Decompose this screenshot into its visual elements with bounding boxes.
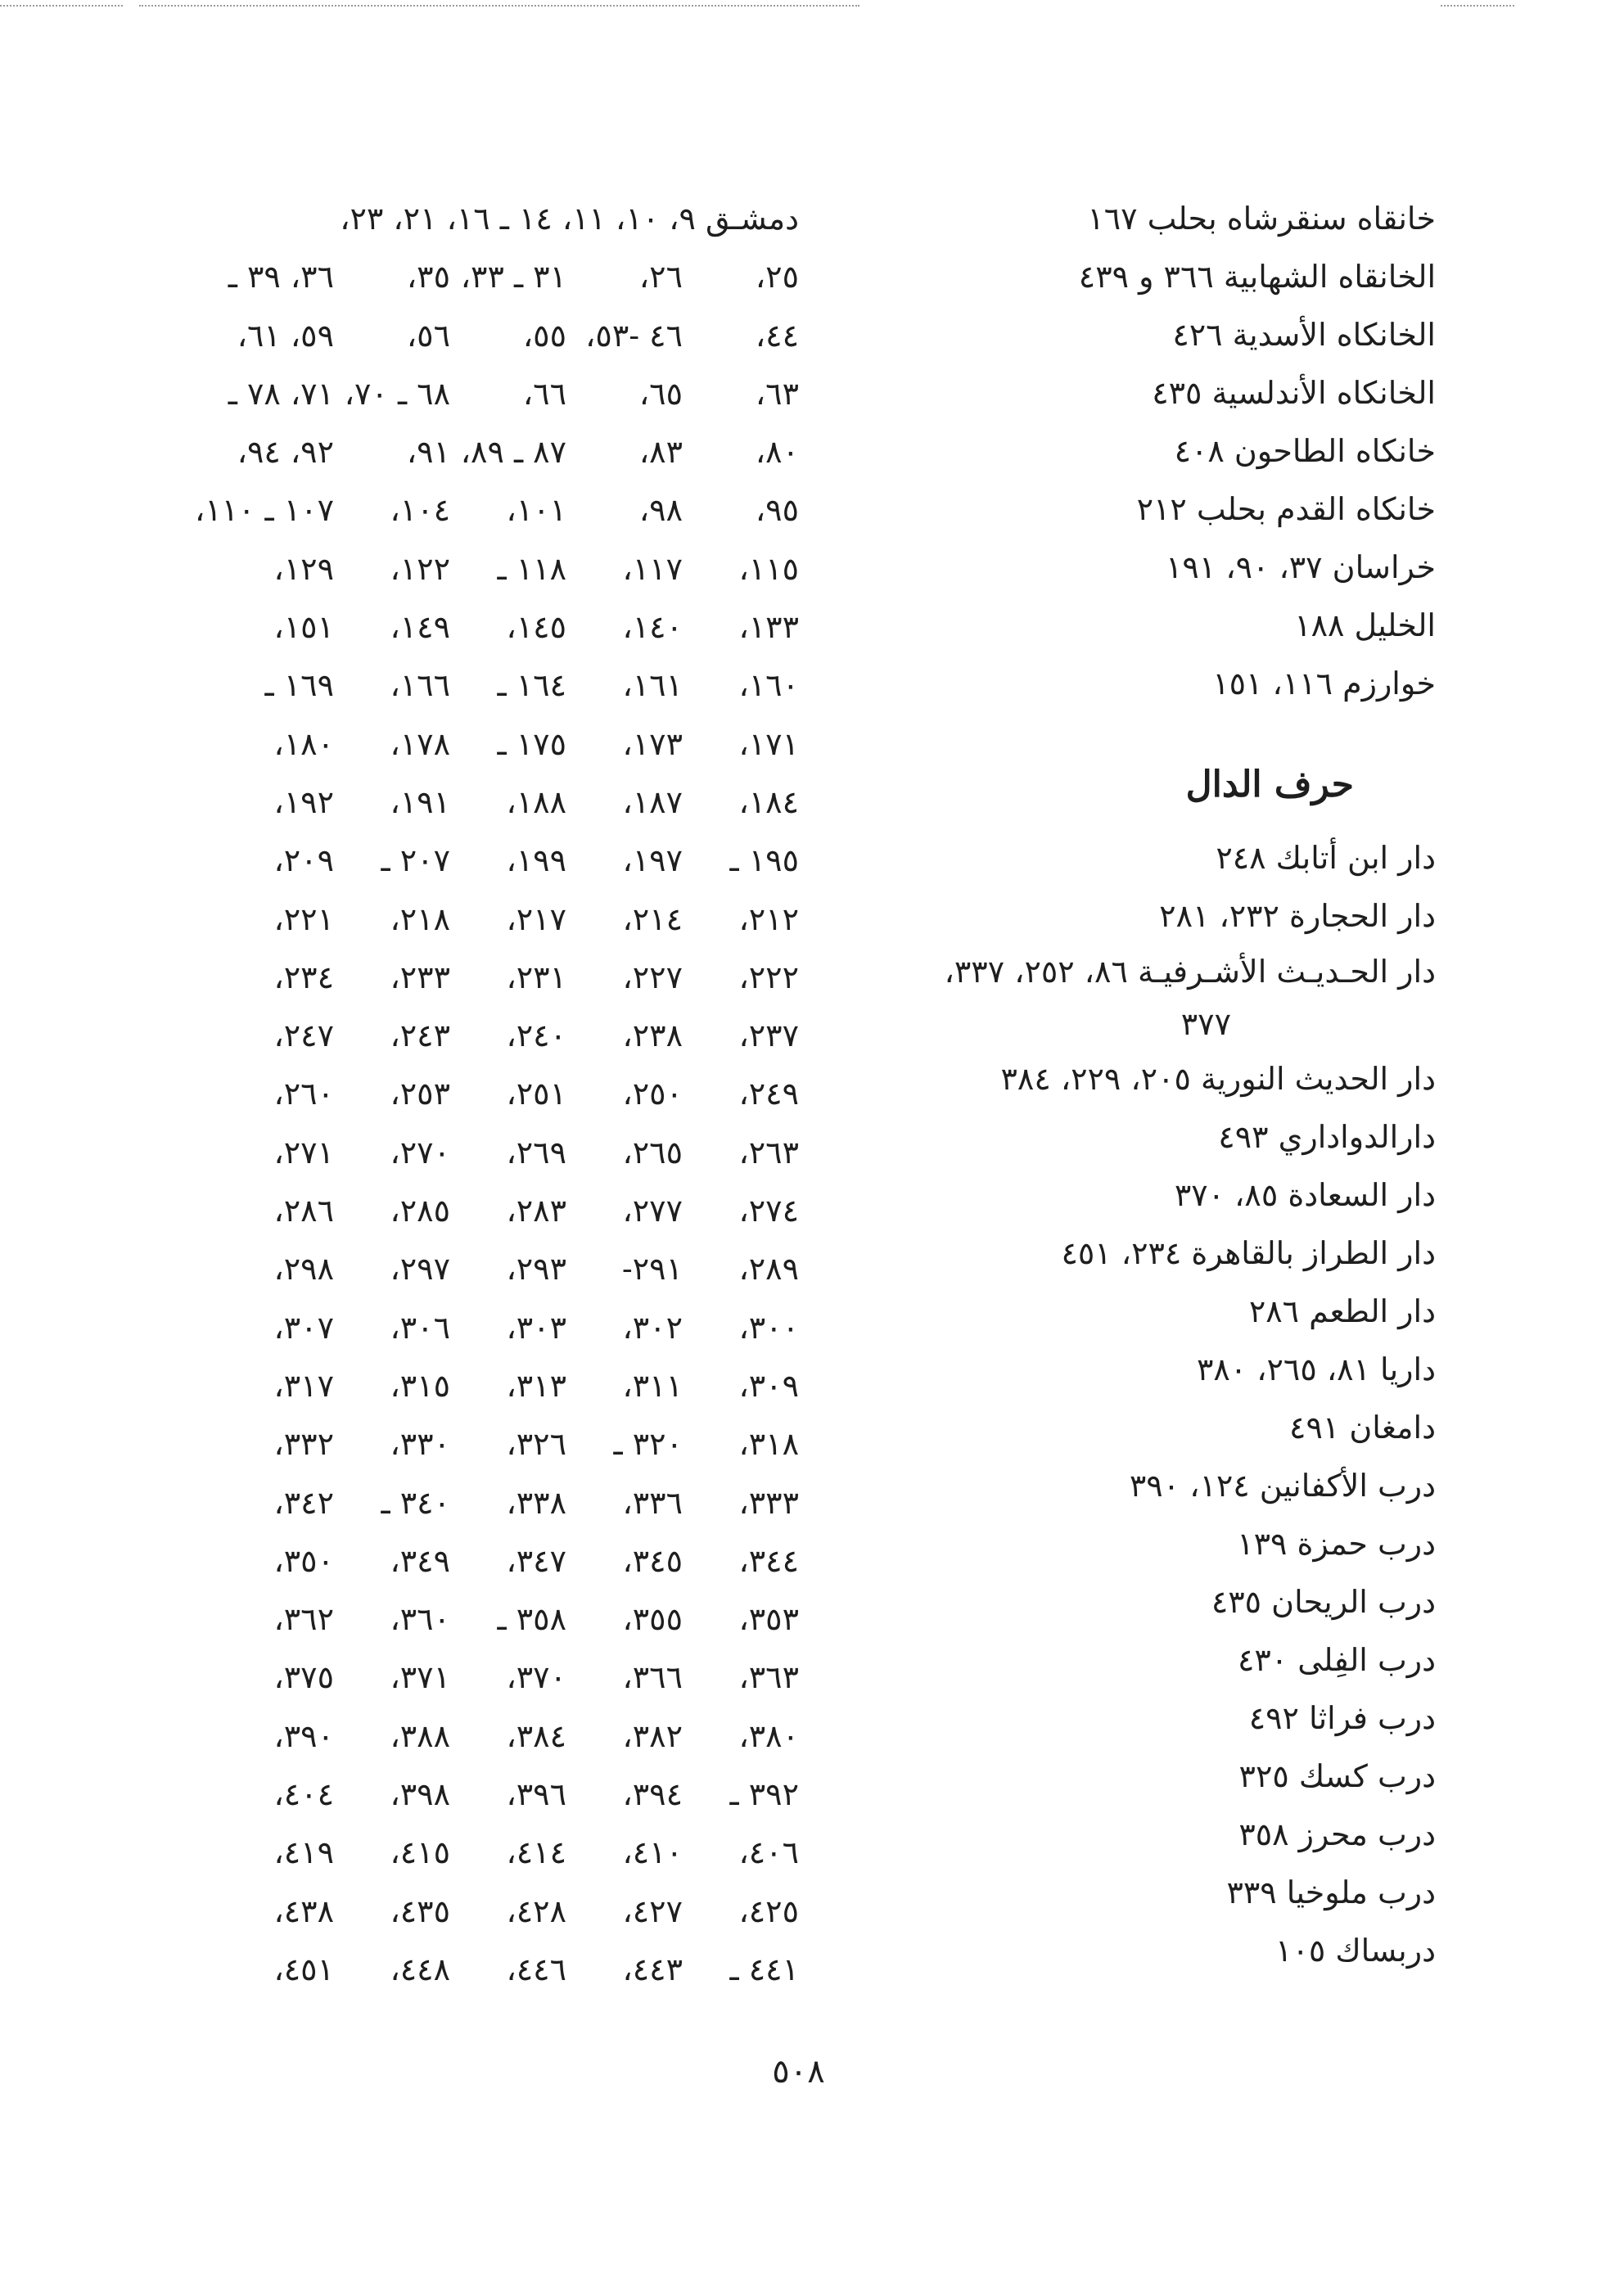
page-ref-row (177, 1824, 799, 1882)
index-entry: درب فراثا ٤٩٢ (1248, 1700, 1436, 1736)
page-ref-cell: ٢٨٦، (273, 1193, 334, 1229)
page-ref-cell: ٢٤٩، (738, 1076, 799, 1112)
page-ref-cell: ٤٢٧، (622, 1892, 683, 1929)
page-ref-cell: ٨٣، (638, 434, 683, 471)
page-ref-cell: ٣٣٠، (390, 1426, 450, 1463)
page-ref-cell: ٣٦٦، (622, 1659, 683, 1696)
page-ref-cell: ٣١ ـ ٣٣، (460, 259, 566, 295)
page-ref-cell: ٣٥٠، (273, 1542, 334, 1579)
index-entry: الخانكاه الأندلسية ٤٣٥ (1152, 375, 1436, 411)
page-ref-cell: ٦٦، (522, 375, 566, 412)
page-ref-cell: ٤٣٥، (390, 1892, 450, 1929)
page-ref-cell: ٢٢٢، (738, 959, 799, 995)
page-ref-cell: ٣٧١، (390, 1659, 450, 1696)
page-ref-cell: ٣٣٢، (273, 1426, 334, 1463)
page-ref-cell: ٦٣، (755, 375, 799, 412)
index-entry: درب حمزة ١٣٩ (1237, 1526, 1436, 1562)
page-ref-cell: ٤١٤، (506, 1834, 566, 1871)
page-ref-cell: ٣٥، (406, 259, 450, 295)
page-ref-row (177, 1299, 799, 1357)
index-entry: دامغان ٤٩١ (1289, 1410, 1436, 1446)
page-ref-cell: ٤٤١ ـ (729, 1951, 799, 1987)
page-ref-row (177, 1415, 799, 1473)
page-ref-cell: ٤٢٨، (506, 1892, 566, 1929)
index-entry: دار الطراز بالقاهرة ٢٣٤، ٤٥١ (1061, 1235, 1436, 1271)
page-ref-cell: ٢١٧، (506, 900, 566, 937)
page-ref-cell: ٢٤٠، (506, 1017, 566, 1054)
page-ref-cell: ٢٤٧، (273, 1017, 334, 1054)
page-ref-cell: ٥٦، (406, 317, 450, 354)
page-ref-row (177, 307, 799, 365)
page-ref-row (177, 423, 799, 481)
page-ref-cell: ٣١٨، (738, 1426, 799, 1463)
page-ref-cell: ٣٤٩، (390, 1542, 450, 1579)
page-ref-cell: ٢٣٤، (273, 959, 334, 995)
index-entry: خانكاه الطاحون ٤٠٨ (1174, 433, 1436, 469)
index-entry: دار الطعم ٢٨٦ (1248, 1293, 1436, 1329)
page-ref-cell: ٢٣١، (506, 959, 566, 995)
index-entry: درب الريحان ٤٣٥ (1211, 1584, 1436, 1620)
top-scan-rule-right (1441, 5, 1514, 7)
page-ref-cell: ٢٨٣، (506, 1193, 566, 1229)
page-ref-cell: ٢٧٧، (622, 1193, 683, 1229)
page-ref-cell: ٣٦٠، (390, 1601, 450, 1638)
page-ref-cell: ١٠١، (506, 492, 566, 529)
page-ref-row (177, 949, 799, 1007)
page-ref-cell: ٢٣٨، (622, 1017, 683, 1054)
page-ref-cell: ٢١٨، (390, 900, 450, 937)
page-ref-cell: ٣٤٠ ـ (381, 1484, 450, 1521)
page-ref-cell: ١٢٢، (390, 550, 450, 587)
page-ref-cell: ٢٨٥، (390, 1193, 450, 1229)
entries-top-list (781, 190, 1436, 713)
page-ref-cell: ٣٦٢، (273, 1601, 334, 1638)
page-ref-cell: ٢٦٠، (273, 1076, 334, 1112)
page-ref-cell: ٣٤٤، (738, 1542, 799, 1579)
page-ref-cell: ١٦٠، (738, 667, 799, 704)
page-ref-cell: ١٨٤، (738, 783, 799, 820)
page-ref-cell: ٢٦٥، (622, 1134, 683, 1171)
page-ref-cell: ٣١١، (622, 1367, 683, 1404)
page-ref-cell: ٣٥٣، (738, 1601, 799, 1638)
page-ref-cell: ٣٦، ٣٩ ـ (228, 259, 334, 295)
page-ref-cell: ٧١، ٧٨ ـ (228, 375, 334, 412)
page-ref-cell: ٣٨٠، (738, 1717, 799, 1754)
page-ref-cell: ٢٩٧، (390, 1251, 450, 1288)
page-ref-row (177, 1941, 799, 1999)
page-ref-cell: ٣٠٩، (738, 1367, 799, 1404)
page-ref-cell: ١١٧، (622, 550, 683, 587)
page-ref-cell: ٤٤٣، (622, 1951, 683, 1987)
page-ref-cell: ٣٤٢، (273, 1484, 334, 1521)
index-entry: الخانقاه الشهابية ٣٦٦ و ٤٣٩ (1078, 259, 1436, 295)
page-ref-cell: ٨٧ ـ ٨٩، (460, 434, 566, 471)
page-ref-row (177, 1649, 799, 1707)
damascus-entry-first-line: دمشـق ٩، ١٠، ١١، ١٤ ـ ١٦، ٢١، ٢٣، (340, 201, 799, 237)
section-heading-dal: حرف الدال (1185, 764, 1354, 805)
page-ref-cell: ١٨٠، (273, 725, 334, 762)
page-ref-cell: ٣٦٣، (738, 1659, 799, 1696)
page-ref-cell: ٣١٥، (390, 1367, 450, 1404)
page-ref-cell: ١٤٥، (506, 609, 566, 646)
page-ref-row (177, 1065, 799, 1123)
page-ref-cell: ١١٨ ـ (497, 550, 566, 587)
page-ref-cell: ٢٤٣، (390, 1017, 450, 1054)
page-ref-row (177, 365, 799, 423)
index-entry: دارالدواداري ٤٩٣ (1218, 1119, 1436, 1155)
page-ref-cell: ٣٤٧، (506, 1542, 566, 1579)
page-ref-cell: ٣٠٦، (390, 1309, 450, 1346)
page-ref-row (177, 248, 799, 306)
page-ref-row (177, 715, 799, 774)
page-ref-cell: ٢٢٧، (622, 959, 683, 995)
index-entry: الخليل ١٨٨ (1294, 607, 1436, 643)
page-ref-cell: ٢٩١- (621, 1251, 683, 1288)
page-ref-cell: ٣٩٤، (622, 1776, 683, 1813)
page-ref-cell: ٤٢٥، (738, 1892, 799, 1929)
page-ref-cell: ٢٥٠، (622, 1076, 683, 1112)
page-ref-cell: ٦٥، (638, 375, 683, 412)
page-ref-row (177, 1532, 799, 1590)
page-ref-cell: ١٥١، (273, 609, 334, 646)
page-ref-row (177, 1240, 799, 1298)
page-ref-row (177, 1766, 799, 1824)
page-ref-cell: ٢١٢، (738, 900, 799, 937)
page-ref-cell: ١٠٧ ـ ١١٠، (194, 492, 334, 529)
page-ref-row (177, 481, 799, 539)
page-ref-cell: ٤٠٤، (273, 1776, 334, 1813)
page-ref-cell: ٢٠٧ ـ (381, 842, 450, 879)
page-ref-cell: ٢٦٩، (506, 1134, 566, 1171)
entries-bottom-list (781, 829, 1436, 1980)
page-ref-cell: ٣٩٢ ـ (729, 1776, 799, 1813)
index-entry: درب الأكفانين ١٢٤، ٣٩٠ (1129, 1468, 1436, 1504)
page-ref-cell: ٣٧٠، (506, 1659, 566, 1696)
page-ref-cell: ٤٣٨، (273, 1892, 334, 1929)
damascus-page-grid (177, 248, 799, 1999)
page-ref-cell: ٤٤٨، (390, 1951, 450, 1987)
page-ref-row (177, 656, 799, 715)
page-ref-row (177, 1474, 799, 1532)
index-entry: دربساك ١٠٥ (1275, 1933, 1436, 1969)
page-ref-row (177, 540, 799, 598)
page-ref-cell: ٢٧٤، (738, 1193, 799, 1229)
page-ref-cell: ٢٥١، (506, 1076, 566, 1112)
page-ref-cell: ٣٠٢، (622, 1309, 683, 1346)
page-ref-cell: ٢٦، (638, 259, 683, 295)
page-ref-cell: ٤٠٦، (738, 1834, 799, 1871)
page-ref-cell: ١٩٩، (506, 842, 566, 879)
page-ref-cell: ١٨٧، (622, 783, 683, 820)
page-ref-cell: ٣٩٦، (506, 1776, 566, 1813)
page-ref-cell: ٤١٥، (390, 1834, 450, 1871)
page-ref-cell: ٤١٠، (622, 1834, 683, 1871)
index-entry: خانكاه القدم بحلب ٢١٢ (1136, 491, 1436, 527)
page-ref-cell: ٩٨، (638, 492, 683, 529)
page-ref-cell: ١٩٥ ـ (729, 842, 799, 879)
page-ref-cell: ٤٦ -٥٣، (585, 317, 683, 354)
right-index-column (781, 190, 1436, 1980)
page-ref-row (177, 1883, 799, 1941)
page-ref-cell: ٥٩، ٦١، (237, 317, 334, 354)
page-ref-row (177, 774, 799, 832)
page-ref-row (177, 1124, 799, 1182)
page-ref-row (177, 1707, 799, 1766)
page-ref-row (177, 1590, 799, 1649)
page-ref-cell: ٣٨٤، (506, 1717, 566, 1754)
page-ref-cell: ٢٨٩، (738, 1251, 799, 1288)
page-ref-cell: ١٨٨، (506, 783, 566, 820)
page-ref-cell: ٢٣٣، (390, 959, 450, 995)
page-ref-cell: ٣٤٥، (622, 1542, 683, 1579)
page-ref-cell: ١٩٧، (622, 842, 683, 879)
page-ref-cell: ٣٢٦، (506, 1426, 566, 1463)
page-ref-cell: ٢٥، (755, 259, 799, 295)
page-ref-cell: ٤٤، (755, 317, 799, 354)
page-ref-cell: ٢٧١، (273, 1134, 334, 1171)
page-ref-cell: ٢٣٧، (738, 1017, 799, 1054)
page-ref-cell: ٣٥٨ ـ (497, 1601, 566, 1638)
page-ref-cell: ٨٠، (755, 434, 799, 471)
page-ref-cell: ٢٧٠، (390, 1134, 450, 1171)
page-ref-cell: ٢٩٣، (506, 1251, 566, 1288)
page-ref-cell: ١٣٣، (738, 609, 799, 646)
page-ref-cell: ٩١، (406, 434, 450, 471)
index-entry: دار الحديث النورية ٢٠٥، ٢٢٩، ٣٨٤ (1000, 1061, 1436, 1097)
page-ref-cell: ٣٣٣، (738, 1484, 799, 1521)
page-ref-cell: ٣٧٥، (273, 1659, 334, 1696)
page-ref-cell: ١٩١، (390, 783, 450, 820)
page-ref-cell: ٤٥١، (273, 1951, 334, 1987)
page-ref-cell: ١٦٩ ـ (264, 667, 334, 704)
index-entry: داريا ٨١، ٢٦٥، ٣٨٠ (1196, 1351, 1436, 1387)
page-ref-cell: ٣١٧، (273, 1367, 334, 1404)
page-ref-cell: ١٤٩، (390, 609, 450, 646)
page-ref-cell: ٢٠٩، (273, 842, 334, 879)
page-ref-row (177, 1007, 799, 1065)
page-ref-cell: ١٦٤ ـ (497, 667, 566, 704)
page-ref-cell: ١٦١، (622, 667, 683, 704)
page-ref-cell: ٤٤٦، (506, 1951, 566, 1987)
page-ref-cell: ١٧١، (738, 725, 799, 762)
page-ref-cell: ٢٦٣، (738, 1134, 799, 1171)
index-entry: خراسان ٣٧، ٩٠، ١٩١ (1166, 549, 1436, 585)
page-ref-cell: ٣٠٧، (273, 1309, 334, 1346)
page-ref-cell: ٥٥، (522, 317, 566, 354)
index-entry: درب كسك ٣٢٥ (1238, 1758, 1436, 1794)
index-entry: دار ابن أتابك ٢٤٨ (1216, 840, 1436, 876)
page-ref-cell: ٣٠٠، (738, 1309, 799, 1346)
page-ref-cell: ٦٨ ـ ٧٠، (344, 375, 450, 412)
page-ref-cell: ٢٢١، (273, 900, 334, 937)
index-entry-continuation: ٣٧٧ (1180, 1006, 1231, 1042)
top-scan-rule-left (0, 5, 123, 7)
top-scan-rule-middle (139, 5, 859, 7)
page-ref-cell: ٣٣٨، (506, 1484, 566, 1521)
page-ref-cell: ٢٩٨، (273, 1251, 334, 1288)
page-ref-cell: ١٩٢، (273, 783, 334, 820)
left-index-column (177, 190, 799, 1999)
page-ref-cell: ٤١٩، (273, 1834, 334, 1871)
page-ref-cell: ٣٥٥، (622, 1601, 683, 1638)
page-ref-cell: ١٧٣، (622, 725, 683, 762)
index-entry: درب ملوخيا ٣٣٩ (1226, 1874, 1436, 1910)
page-ref-cell: ٩٢، ٩٤، (237, 434, 334, 471)
page-ref-cell: ٣٣٦، (622, 1484, 683, 1521)
page-ref-row (177, 1357, 799, 1415)
index-entry: الخانكاه الأسدية ٤٢٦ (1172, 317, 1436, 353)
page-ref-row (177, 1182, 799, 1240)
page-ref-cell: ٣٢٠ ـ (613, 1426, 683, 1463)
page-ref-row (177, 832, 799, 890)
index-entry: خوارزم ١١٦، ١٥١ (1212, 665, 1436, 701)
index-entry: دار الحـديـث الأشـرفيـة ٨٦، ٢٥٢، ٣٣٧، (944, 954, 1436, 990)
page-ref-cell: ٢٥٣، (390, 1076, 450, 1112)
page-number: ٥٠٨ (772, 2053, 825, 2091)
page-ref-cell: ٣٩٠، (273, 1717, 334, 1754)
page-ref-cell: ١٧٨، (390, 725, 450, 762)
page-ref-cell: ٣٩٨، (390, 1776, 450, 1813)
page-ref-cell: ٣٨٨، (390, 1717, 450, 1754)
index-entry: دار السعادة ٨٥، ٣٧٠ (1174, 1177, 1436, 1213)
page-ref-cell: ١٦٦، (390, 667, 450, 704)
page-ref-cell: ٣٨٢، (622, 1717, 683, 1754)
page-ref-cell: ٣٠٣، (506, 1309, 566, 1346)
page-ref-row (177, 598, 799, 656)
index-entry: درب الفِلى ٤٣٠ (1237, 1642, 1436, 1678)
page-ref-cell: ١١٥، (738, 550, 799, 587)
index-entry: خانقاه سنقرشاه بحلب ١٦٧ (1087, 201, 1436, 237)
index-entry: درب محرز ٣٥٨ (1238, 1816, 1436, 1852)
page-ref-cell: ٣١٣، (506, 1367, 566, 1404)
index-entry: دار الحجارة ٢٣٢، ٢٨١ (1159, 898, 1436, 934)
page-ref-cell: ١٢٩، (273, 550, 334, 587)
page-ref-cell: ٢١٤، (622, 900, 683, 937)
page-ref-cell: ١٠٤، (390, 492, 450, 529)
page-ref-cell: ١٤٠، (622, 609, 683, 646)
page-ref-row (177, 891, 799, 949)
page-ref-cell: ١٧٥ ـ (497, 725, 566, 762)
page-ref-cell: ٩٥، (755, 492, 799, 529)
